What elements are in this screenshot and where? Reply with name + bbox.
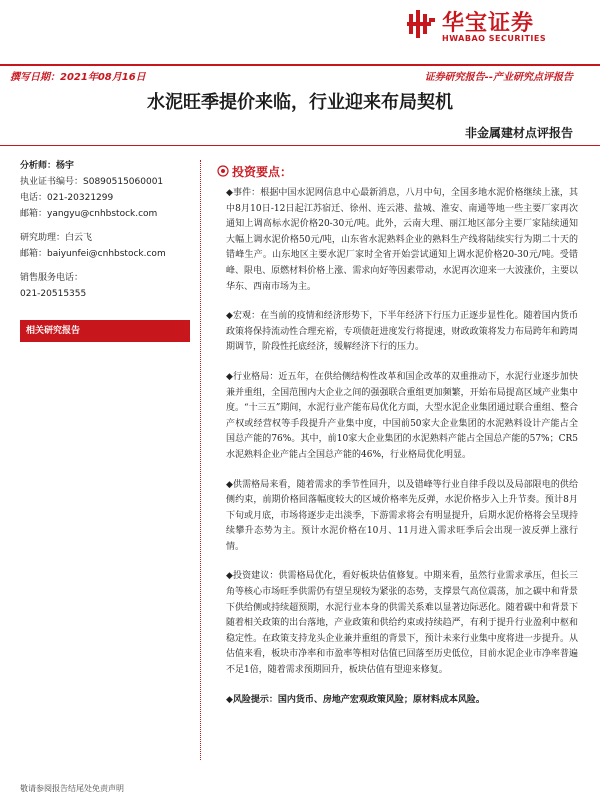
report-date: 撰写日期：2021年08月16日: [10, 72, 146, 83]
paragraph-supply-demand: ◆供需格局来看，随着需求的季节性回升，以及错峰等行业自律手段以及局部限电的供给侧约束，前期价格回落幅度较大的区域价格率先反弹，水泥价格步入上升节奏。预计8月下旬或月底，市场将逐步走出淡季，下游需求将会有明显提升，后期水泥价格将会呈现持续攀升态势为主。预计水泥价格在10月、11月进入需求旺季后会出现一波反弹上涨行情。: [226, 479, 578, 552]
sales-label: 销售服务电话：: [20, 273, 84, 283]
analyst-cert: 执业证书编号：S0890515060001: [20, 177, 164, 187]
sales-phone: 021-20515355: [20, 289, 87, 299]
paragraph-macro: ◆宏观：在当前的疫情和经济形势下，下半年经济下行压力正逐步显性化。随着国内货币政策将保持流动性合理充裕，专项债赶进度发行将提速，财政政策将发力布局跨年和跨周期调节，阶段性托底经济，缓解经济下行的压力。: [226, 311, 578, 353]
analyst-email[interactable]: 邮箱：yangyu@cnhbstock.com: [20, 209, 158, 219]
assistant-name: 研究助理：白云飞: [20, 233, 93, 243]
section-heading: 投资要点：: [232, 165, 293, 179]
brand-name-en: HWABAO SECURITIES: [442, 34, 547, 43]
paragraph-industry: ◆行业格局：近五年，在供给侧结构性改革和国企改革的双重推动下，水泥行业逐步加快兼并重组，全国范围内大企业之间的强强联合重组更加频繁，开始布局提高区域产业集中度。“十三五”期间，水泥行业产能布局优化方面，大型水泥企业集团通过联合重组、整合产权或经营权等手段提升产业集中度，中国前50家大企业集团的水泥熟料设计产能占全国总产能的76%。其中，前10家大企业集团的水泥熟料产能占全国总产能的57%；CR5水泥熟料企业产能占全国总产能的46%，行业格局优化明显。: [226, 371, 578, 460]
report-type: 证券研究报告--产业研究点评报告: [424, 72, 573, 83]
assistant-email[interactable]: 邮箱：baiyunfei@cnhbstock.com: [20, 249, 166, 259]
header-divider: [0, 64, 600, 66]
related-reports-header: 相关研究报告: [20, 320, 190, 342]
paragraph-investment: ◆投资建议：供需格局优化，看好板块估值修复。中期来看，虽然行业需求承压，但长三角等核心市场旺季供需仍有望呈现较为紧张的态势，支撑景气高位震荡，加之碳中和背景下供给侧或持续超预期，水泥行业本身的供需关系难以显著边际恶化。随着碳中和背景下随着相关政策的出台落地，产业政策和供给约束或持续趋严，有利于提升行业盈利中枢和稳定性。在政策支持龙头企业兼并重组的背景下，预计未来行业集中度将进一步提升。从估值来看，板块市净率和市盈率等相对估值已回落至历史低位，目前水泥企业市净率普遍不足1倍，随着需求预期回升，板块估值有望迎来修复。: [226, 571, 578, 676]
title-divider: [0, 145, 600, 146]
analyst-name: 分析师：杨宇: [20, 161, 75, 171]
analyst-phone: 电话：021-20321299: [20, 193, 114, 203]
disclaimer-footer: 敬请参阅报告结尾处免责声明: [20, 784, 124, 793]
investment-points: [226, 186, 578, 722]
column-divider: [200, 160, 202, 760]
page-title: 水泥旺季提价来临，行业迎来布局契机: [147, 92, 453, 113]
paragraph-event: ◆事件：根据中国水泥网信息中心最新消息，八月中旬，全国多地水泥价格继续上涨，其中8月10日-12日起江苏宿迁、徐州、连云港、盐城、淮安、南通等地一些主要厂家再次通知上调高标水泥价格20-30元/吨。此外，云南大理、丽江地区部分主要厂家陆续通知大幅上调水泥价格50元/吨，山东省水泥熟料企业的熟料生产线将陆续实行为期二十天的错峰生产。山东地区主要水泥厂家时全省开始尝试通知上调水泥价格20-30元/吨。受错峰、限电、原燃材料价格上涨、需求向好等因素带动，水泥再次迎来一大波涨价，主要以华东、西南市场为主。: [226, 188, 578, 292]
brand-logo-icon: [407, 10, 437, 38]
section-marker-icon: [217, 165, 229, 177]
paragraph-risk: ◆风险提示：国内货币、房地产宏观政策风险；原材料成本风险。: [226, 694, 485, 705]
analyst-info: [20, 158, 190, 302]
brand-name-cn: 华宝证券: [442, 11, 535, 36]
page-subtitle: 非金属建材点评报告: [464, 126, 573, 140]
